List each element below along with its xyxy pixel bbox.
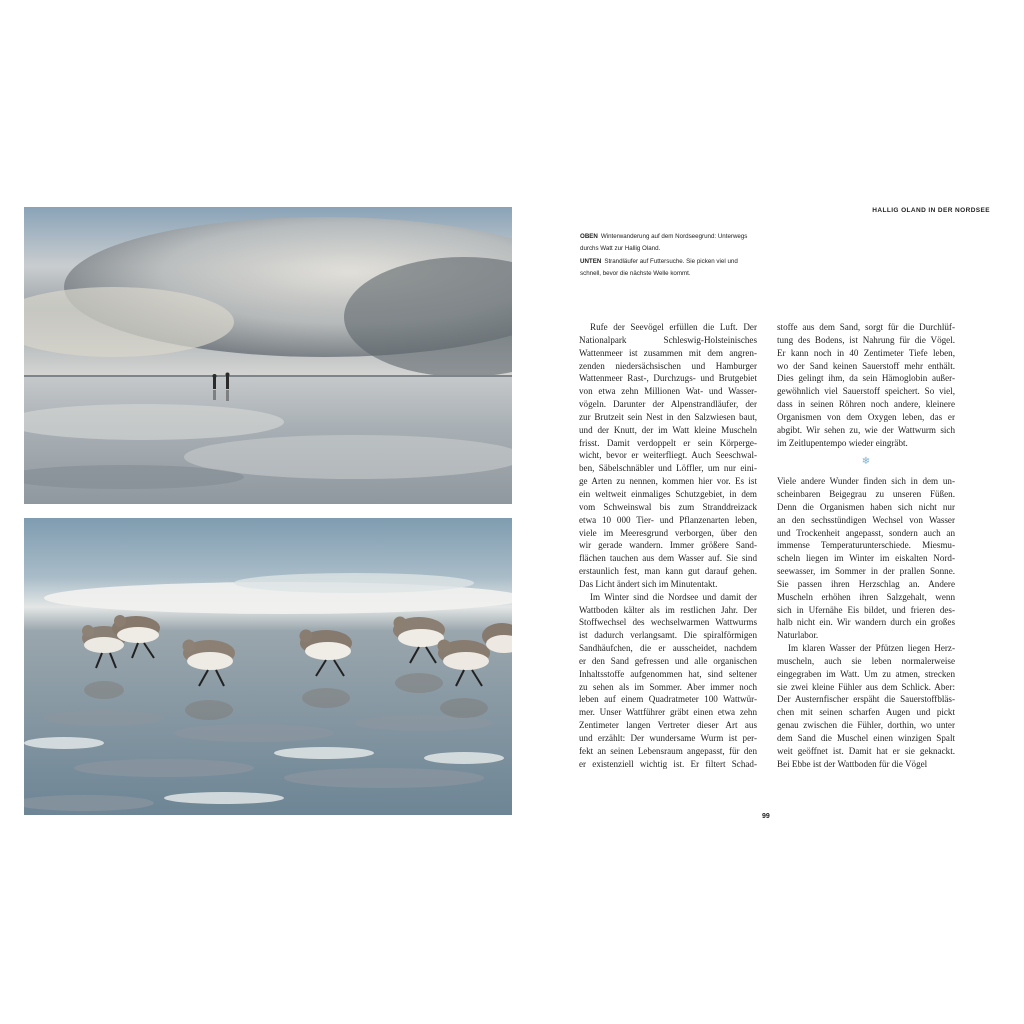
text-line: er existenziell wichtig ist. Er filtert Schad- <box>579 758 757 769</box>
text-line: ben, Säbelschnäbler und Löffler, um nur eini- <box>579 463 757 474</box>
text-line: vögeln. Darunter der Alpenstrandläufer, der <box>579 399 757 410</box>
text-line: scheinbaren Beigegrau zu unseren Füßen. <box>777 488 955 499</box>
text-line: Wattboden kälter als im restlichen Jahr. Der <box>579 604 757 615</box>
caption-text: schnell, bevor die nächste Welle kommt. <box>580 270 691 278</box>
text-line: Naturlabor. <box>777 630 819 641</box>
text-line: weit geöffnet ist. Damit hat er sie geknackt. <box>777 745 955 756</box>
photo-captions <box>580 231 770 281</box>
text-line: mer. Unser Wattführer gräbt einen etwa zehn <box>579 707 757 718</box>
caption-text: Winterwanderung auf dem Nordseegrund: Unterwegs <box>600 233 748 240</box>
text-line: Wattenmeer Rast-, Durchzugs- und Brutgebiet <box>579 373 757 384</box>
text-line: Zentimeter langen Vertreter dieser Art aus <box>579 720 757 731</box>
photo-wadden-walkers-image <box>24 207 512 504</box>
photo-sanderlings-image <box>24 518 512 815</box>
caption-line <box>580 268 770 280</box>
text-line: Der Austernfischer erspäht die Sauerstoffbläs- <box>777 694 955 705</box>
text-line: wo der Sand keinen Sauerstoff mehr enthält. <box>777 360 955 371</box>
text-line: flächen tauchen aus dem Wasser auf. Sie sind <box>579 553 757 564</box>
text-line: im Zeitlupentempo wieder eingräbt. <box>777 437 908 448</box>
text-line: Wattenmeer ist zusammen mit dem angren- <box>579 347 757 358</box>
text-line: eingegraben im Watt. Um zu atmen, strecken <box>777 668 955 679</box>
text-line: und der Knutt, der im Watt kleine Muscheln <box>579 424 757 435</box>
text-line: Nationalpark Schleswig-Holsteinisches <box>579 334 757 345</box>
caption-label-bottom: UNTEN <box>580 257 602 265</box>
text-line: zu sehen als im Sommer. Aber immer noch <box>579 681 757 692</box>
text-line: Denn die Organismen haben sich nicht nur <box>777 501 955 512</box>
text-line: chen mit seinen scharfen Augen und pickt <box>777 707 955 718</box>
text-line: ist dadurch verlangsamt. Die spiralförmigen <box>579 630 757 641</box>
caption-line <box>580 231 770 243</box>
text-line: viele im Meeresgrund verborgen, über den <box>579 527 757 538</box>
text-line: Im klaren Wasser der Pfützen liegen Herz- <box>788 643 955 654</box>
text-line: Inhaltsstoffe aufgenommen hat, sind seltener <box>579 668 757 679</box>
text-line: halb nicht ein. Wir wandern durch ein großes <box>777 617 955 628</box>
text-line: genau zwischen die Fühler, dorthin, wo unter <box>777 720 955 731</box>
text-line: zenden niedersächsischen und Hamburger <box>579 360 757 371</box>
text-line: von etwa zehn Millionen Wat- und Wasser- <box>579 386 757 397</box>
text-line: ein weltweit einmaliges Schutzgebiet, in dem <box>579 488 757 499</box>
text-line: tung des Bodens, ist Nahrung für die Vögel. <box>777 334 955 345</box>
text-line: abgibt. Wir sehen zu, wie der Wattwurm sich <box>777 424 955 435</box>
text-line: Rufe der Seevögel erfüllen die Luft. Der <box>590 322 757 332</box>
text-line: vom Schweinswal bis zum Stranddreizack <box>579 501 757 512</box>
text-line: dass in seinen Röhren noch andere, kleinere <box>777 399 955 410</box>
text-line: Sandhäufchen, die er ausscheidet, nachdem <box>579 643 757 654</box>
text-line: muscheln, auch sie leben normalerweise <box>777 655 955 666</box>
text-line: Das Licht ändert sich im Minutentakt. <box>579 578 718 589</box>
text-line: Organismen von dem Oxygen leben, das er <box>777 411 955 422</box>
text-line: sich in Ufernähe Eis bildet, und frieren des- <box>777 604 955 615</box>
text-line: stoffe aus dem Sand, sorgt für die Durchlüf- <box>777 322 955 332</box>
text-line: Stoffwechsel des wechselwarmen Wattwurms <box>579 617 757 628</box>
text-line: erstaunlich fest, man kann gut darauf gehen. <box>579 566 757 577</box>
text-line: immense Temperaturunterschiede. Miesmu- <box>777 540 955 551</box>
caption-line <box>580 243 770 255</box>
text-line: fekt an seinen Lebensraum angepasst, für den <box>579 745 757 756</box>
text-line: Er kann noch in 40 Zentimeter Tiefe leben, <box>777 347 955 358</box>
text-line: dem Sand die Muschel einen winzigen Spalt <box>777 733 955 743</box>
text-line: Im Winter sind die Nordsee und damit der <box>590 591 757 602</box>
snowflake-ornament-icon: ❄ <box>861 456 871 468</box>
text-line: Muscheln erhöhen ihren Salzgehalt, wenn <box>777 591 955 602</box>
caption-label-top: OBEN <box>580 233 598 240</box>
page-number: 99 <box>762 813 770 820</box>
body-column-2 <box>777 321 955 771</box>
text-line: und Trockenheit angepasst, sondern auch an <box>777 527 955 538</box>
text-line: zur Brutzeit sein Nest in den Salzwiesen baut, <box>579 411 757 422</box>
text-line: leben auf einem Quadratmeter 100 Wattwür- <box>579 694 757 705</box>
photo-sanderlings <box>24 518 512 815</box>
text-line: scheln liegen im Winter im eiskalten Nord- <box>777 553 955 564</box>
running-head: HALLIG OLAND IN DER NORDSEE <box>872 207 990 214</box>
text-line: Sie passen ihren Herzschlag an. Andere <box>777 578 955 589</box>
text-line: wir gerade wandern. Immer größere Sand- <box>579 540 757 551</box>
text-line: Viele andere Wunder finden sich in dem un- <box>777 476 955 487</box>
text-line: etwa 10 000 Tier- und Pflanzenarten leben, <box>579 514 757 525</box>
text-line: frisst. Damit verdoppelt er sein Körperge- <box>579 437 757 448</box>
text-line: Dies gelingt ihm, da sein Hämoglobin außer- <box>777 373 955 384</box>
text-line: wicht, bevor er weiterfliegt. Auch Seeschwal- <box>579 450 757 461</box>
text-line: Bei Ebbe ist der Wattboden für die Vögel <box>777 758 928 769</box>
photo-wadden-walkers <box>24 207 512 504</box>
text-line: er den Sand gefressen und alle organischen <box>579 655 757 666</box>
caption-text: Strandläufer auf Futtersuche. Sie picken viel und <box>604 257 738 265</box>
text-line: an den sechsstündigen Wechsel von Wasser <box>777 514 955 525</box>
text-line: gewöhnlich viel Sauerstoff speichert. So viel, <box>777 386 955 397</box>
caption-text: durchs Watt zur Hallig Oland. <box>580 245 661 253</box>
caption-line <box>580 256 770 268</box>
text-line: sie zwei kleine Fühler aus dem Schlick. Aber: <box>777 681 955 692</box>
body-column-1 <box>579 321 757 771</box>
text-line: seewasser, im Sommer in der prallen Sonne. <box>777 566 955 577</box>
text-line: und erzählt: Der wundersame Wurm ist per- <box>579 733 757 743</box>
text-line: ge Arten zu nennen, kommen hier vor. Es ist <box>579 476 757 487</box>
